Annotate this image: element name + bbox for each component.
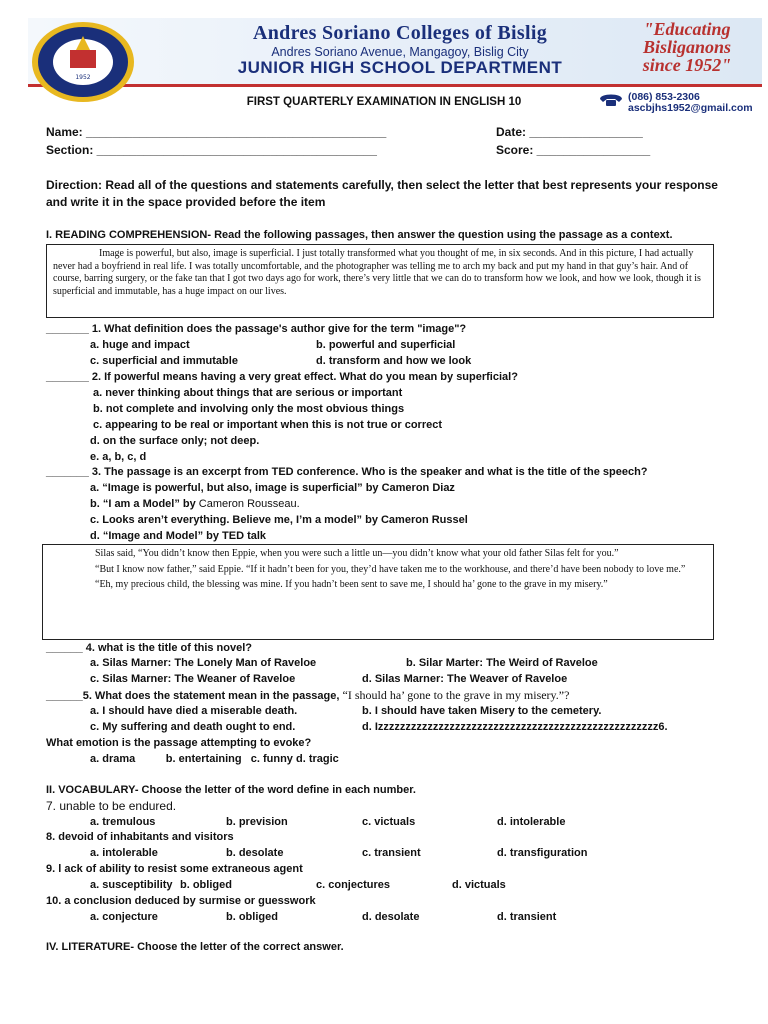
question-2-option-e: e. a, b, c, d — [90, 451, 147, 463]
question-3-option-b-bold: b. “I am a Model” by — [90, 498, 199, 510]
vocab-7-option-d: d. intolerable — [497, 816, 566, 828]
question-5-stem-text: ______5. What does the statement mean in the passage, — [46, 690, 343, 702]
question-1-option-a: a. huge and impact — [90, 339, 190, 351]
passage-1-text: Image is powerful, but also, image is superficial. I just totally transformed what you thought of me, in six seconds. And in this picture, I had actually never had a boyfriend in real life. I was totally uncomfortable, and the photographer was telling me to arch my back and put my hand in that guy’s hair. And of course, barring surgery, or the fake tan that I got two days ago for work, there’s very little that we can do to transform how we look, and how we look, though it is superficial and immutable, has a huge impact on our lives. — [53, 248, 701, 297]
vocab-10-stem: 10. a conclusion deduced by surmise or guesswork — [46, 895, 316, 907]
question-1-option-d: d. transform and how we look — [316, 355, 472, 367]
name-field[interactable]: Name: _____________________________________________ — [46, 125, 387, 139]
slogan-line-2: Bisliganons — [642, 37, 732, 57]
passage-2-paragraph-1: Silas said, “You didn’t know then Eppie, when you were such a little un—you didn’t know what your old father Silas felt for you.” — [95, 548, 619, 559]
question-4-option-d: d. Silas Marner: The Weaver of Raveloe — [362, 673, 568, 685]
section-reading-heading — [46, 229, 673, 241]
section-literature-instruction: - Choose the letter of the correct answer. — [130, 941, 344, 953]
question-3-option-b-rest: Cameron Rousseau. — [198, 498, 300, 510]
vocab-7-stem: 7. unable to be endured. — [46, 799, 177, 813]
passage-2-paragraph-2: “But I know now father,” said Eppie. “If it hadn’t been for you, they’d have taken me to the workhouse, and there’d have been nobody to love me.” — [95, 563, 686, 575]
question-2-option-d: d. on the surface only; not deep. — [90, 435, 260, 447]
question-4-option-a: a. Silas Marner: The Lonely Man of Raveloe — [90, 657, 317, 669]
section-vocabulary-heading — [46, 784, 416, 796]
question-2-option-b: b. not complete and involving only the most obvious things — [93, 403, 405, 415]
question-5-option-d: d. Izzzzzzzzzzzzzzzzzzzzzzzzzzzzzzzzzzzzzzzzzzzzzzzzzzz6. — [362, 721, 668, 733]
section-vocabulary-instruction: - Choose the letter of the word define in each number. — [134, 784, 416, 796]
slogan-line-3: since 1952" — [642, 55, 732, 75]
vocab-9-stem: 9. l ack of ability to resist some extraneous agent — [46, 863, 303, 875]
school-slogan — [612, 20, 762, 74]
passage-2-paragraph-3: “Eh, my precious child, the blessing was mine. If you hadn’t been sent to save me, I should ha’ gone to the grave in my misery.” — [95, 579, 608, 590]
question-1-option-b: b. powerful and superficial — [316, 339, 456, 351]
header-stripe — [28, 84, 762, 87]
question-1-stem: _______ 1. What definition does the passage's author give for the term "image"? — [46, 323, 467, 335]
question-2-option-a: a. never thinking about things that are serious or important — [93, 387, 403, 399]
question-3-option-c: c. Looks aren’t everything. Believe me, I’m a model” by Cameron Russel — [90, 514, 468, 526]
vocab-8-stem: 8. devoid of inhabitants and visitors — [46, 831, 234, 843]
vocab-7-option-c: c. victuals — [362, 816, 416, 828]
passage-2-box — [42, 544, 714, 640]
school-address: Andres Soriano Avenue, Mangagoy, Bislig City — [271, 45, 529, 59]
question-4-option-b: b. Silar Marter: The Weird of Raveloe — [406, 657, 598, 669]
question-5-stem — [46, 688, 569, 705]
question-5-option-b: b. I should have taken Misery to the cemetery. — [362, 705, 602, 717]
section-reading-instruction: - Read the following passages, then answer the question using the passage as a context. — [207, 229, 673, 241]
vocab-8-option-a: a. intolerable — [90, 847, 158, 859]
section-reading-title: I. READING COMPREHENSION — [46, 229, 208, 241]
slogan-line-1: "Educating — [643, 19, 731, 39]
school-seal-icon — [30, 20, 136, 104]
section-literature-title: IV. LITERATURE — [46, 941, 131, 953]
question-3-stem: _______ 3. The passage is an excerpt from TED conference. Who is the speaker and what is the title of the speech? — [46, 466, 648, 478]
vocab-10-option-a: a. conjecture — [90, 911, 158, 923]
department-name: JUNIOR HIGH SCHOOL DEPARTMENT — [237, 58, 563, 77]
vocab-10-option-d: d. transient — [497, 911, 557, 923]
question-4-option-c: c. Silas Marner: The Weaner of Raveloe — [90, 673, 296, 685]
question-3-option-b — [90, 497, 300, 513]
question-5-option-c: c. My suffering and death ought to end. — [90, 721, 296, 733]
email-address: ascbjhs1952@gmail.com — [628, 102, 753, 114]
vocab-7-option-b: b. prevision — [226, 816, 288, 828]
question-5-option-a: a. I should have died a miserable death. — [90, 705, 298, 717]
section-vocabulary-title: II. VOCABULARY — [46, 784, 135, 796]
direction-text: Direction: Read all of the questions and statements carefully, then select the letter that best represents your response and write it in the space provided before the item — [46, 178, 718, 209]
question-6-stem: What emotion is the passage attempting to evoke? — [46, 737, 312, 749]
date-field[interactable]: Date: _________________ — [496, 125, 643, 139]
question-3-option-d: d. “Image and Model” by TED talk — [90, 530, 267, 542]
question-2-stem: _______ 2. If powerful means having a very great effect. What do you mean by superficial? — [46, 371, 518, 383]
vocab-9-option-d: d. victuals — [452, 879, 506, 891]
question-6-options: a. drama b. entertaining c. funny d. tragic — [90, 753, 339, 765]
section-literature-heading — [46, 941, 344, 953]
vocab-9-option-b: b. obliged — [180, 879, 232, 891]
vocab-8-option-d: d. transfiguration — [497, 847, 588, 859]
school-name: Andres Soriano Colleges of Bislig — [253, 22, 547, 44]
exam-title: FIRST QUARTERLY EXAMINATION IN ENGLISH 10 — [246, 96, 522, 108]
vocab-9-option-a: a. susceptibility — [90, 879, 173, 891]
question-2-option-c: c. appearing to be real or important when this is not true or correct — [93, 419, 443, 431]
vocab-7-option-a: a. tremulous — [90, 816, 156, 828]
section-field[interactable]: Section: __________________________________________ — [46, 143, 377, 157]
seal-year: 1952 — [75, 74, 91, 81]
phone-number: (086) 853-2306 — [628, 91, 700, 103]
vocab-8-option-c: c. transient — [362, 847, 421, 859]
vocab-8-option-b: b. desolate — [226, 847, 284, 859]
score-field[interactable]: Score: _________________ — [496, 143, 651, 157]
passage-1-box — [46, 244, 714, 318]
vocab-10-option-b: b. obliged — [226, 911, 278, 923]
vocab-9-option-c: c. conjectures — [316, 879, 390, 891]
question-1-option-c: c. superficial and immutable — [90, 355, 238, 367]
question-4-stem: ______ 4. what is the title of this novel? — [46, 642, 253, 654]
vocab-10-option-c: d. desolate — [362, 911, 420, 923]
question-5-stem-quote: “I should ha’ gone to the grave in my misery.”? — [342, 688, 570, 702]
question-3-option-a: a. “Image is powerful, but also, image is superficial” by Cameron Diaz — [90, 482, 455, 494]
